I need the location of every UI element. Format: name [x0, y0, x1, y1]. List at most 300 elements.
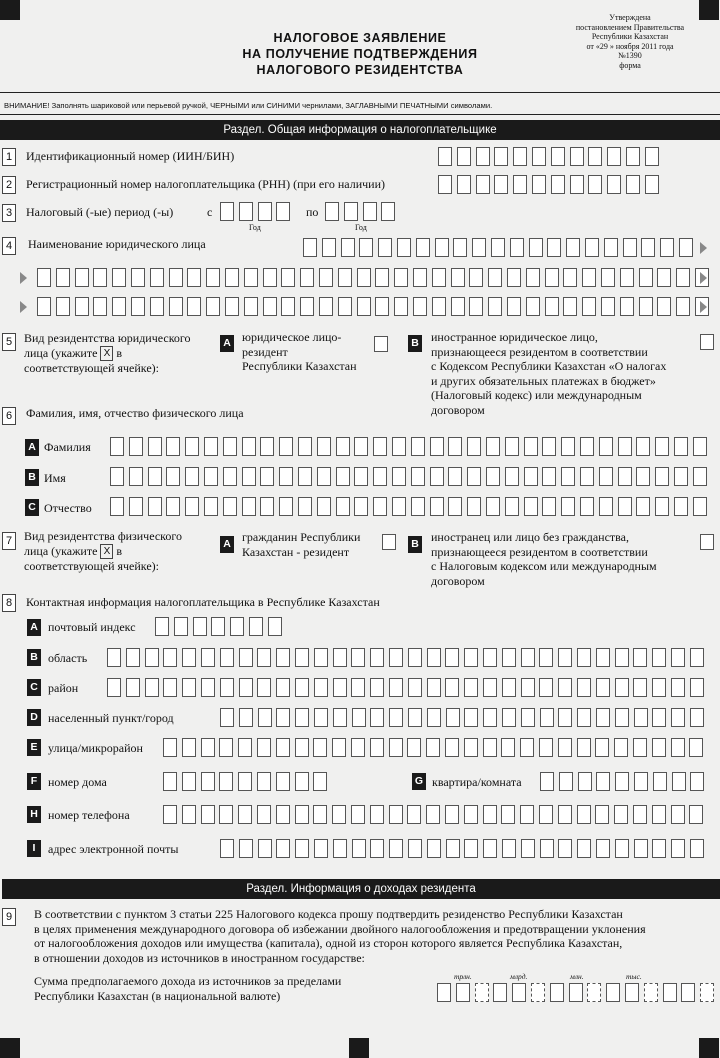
character-cell[interactable] [620, 268, 634, 287]
character-cell[interactable] [494, 175, 508, 194]
character-cell[interactable] [344, 202, 358, 221]
character-cell[interactable] [467, 437, 481, 456]
character-cell[interactable] [276, 805, 290, 824]
character-cell[interactable] [453, 238, 467, 257]
character-cell[interactable] [93, 268, 107, 287]
character-cell[interactable] [467, 467, 481, 486]
character-cell[interactable] [225, 297, 239, 316]
character-cell[interactable] [427, 708, 441, 727]
character-cell[interactable] [476, 147, 490, 166]
character-cell[interactable] [599, 437, 613, 456]
character-cell[interactable] [354, 437, 368, 456]
character-cell[interactable] [510, 238, 524, 257]
character-cell[interactable] [456, 983, 470, 1002]
character-cell[interactable] [676, 268, 690, 287]
character-cell[interactable] [93, 297, 107, 316]
character-cell[interactable] [408, 678, 422, 697]
character-cell[interactable] [464, 708, 478, 727]
character-cell[interactable] [558, 648, 572, 667]
character-cell[interactable] [427, 648, 441, 667]
character-cell[interactable] [416, 238, 430, 257]
character-cell[interactable] [634, 708, 648, 727]
character-cell[interactable] [660, 238, 674, 257]
character-cell[interactable] [491, 238, 505, 257]
character-cell[interactable] [483, 678, 497, 697]
character-cell[interactable] [445, 648, 459, 667]
character-cell[interactable] [220, 839, 234, 858]
character-cell[interactable] [645, 175, 659, 194]
character-cell[interactable] [681, 983, 695, 1002]
character-cell[interactable] [230, 617, 244, 636]
character-cell[interactable] [112, 268, 126, 287]
character-cell[interactable] [182, 772, 196, 791]
character-cell[interactable] [279, 467, 293, 486]
character-cell[interactable] [539, 678, 553, 697]
character-cell[interactable] [551, 175, 565, 194]
character-cell[interactable] [625, 983, 639, 1002]
rnn-input[interactable] [438, 175, 664, 195]
city-input[interactable] [220, 708, 709, 728]
character-cell[interactable] [352, 839, 366, 858]
character-cell[interactable] [37, 268, 51, 287]
character-cell[interactable] [633, 678, 647, 697]
character-cell[interactable] [145, 648, 159, 667]
character-cell[interactable] [206, 268, 220, 287]
character-cell[interactable] [332, 805, 346, 824]
character-cell[interactable] [166, 467, 180, 486]
character-cell[interactable] [446, 708, 460, 727]
character-cell[interactable] [244, 297, 258, 316]
character-cell[interactable] [526, 297, 540, 316]
character-cell[interactable] [169, 268, 183, 287]
character-cell[interactable] [542, 467, 556, 486]
character-cell[interactable] [563, 297, 577, 316]
character-cell[interactable] [131, 268, 145, 287]
character-cell[interactable] [427, 839, 441, 858]
character-cell[interactable] [513, 175, 527, 194]
house-number-input[interactable] [163, 772, 332, 792]
character-cell[interactable] [427, 678, 441, 697]
character-cell[interactable] [239, 678, 253, 697]
character-cell[interactable] [521, 839, 535, 858]
character-cell[interactable] [430, 497, 444, 516]
character-cell[interactable] [332, 738, 346, 757]
character-cell[interactable] [507, 297, 521, 316]
character-cell[interactable] [464, 648, 478, 667]
character-cell[interactable] [370, 805, 384, 824]
character-cell[interactable] [257, 738, 271, 757]
character-cell[interactable] [260, 467, 274, 486]
character-cell[interactable] [615, 772, 629, 791]
character-cell[interactable] [532, 147, 546, 166]
character-cell[interactable] [295, 738, 309, 757]
character-cell[interactable] [220, 678, 234, 697]
character-cell[interactable] [223, 437, 237, 456]
character-cell[interactable] [524, 437, 538, 456]
character-cell[interactable] [652, 678, 666, 697]
character-cell[interactable] [472, 238, 486, 257]
character-cell[interactable] [166, 437, 180, 456]
character-cell[interactable] [239, 648, 253, 667]
character-cell[interactable] [512, 983, 526, 1002]
character-cell[interactable] [314, 678, 328, 697]
character-cell[interactable] [615, 648, 629, 667]
character-cell[interactable] [281, 268, 295, 287]
character-cell[interactable] [689, 738, 703, 757]
character-cell[interactable] [407, 738, 421, 757]
character-cell[interactable] [148, 467, 162, 486]
character-cell[interactable] [559, 772, 573, 791]
character-cell[interactable] [389, 708, 403, 727]
character-cell[interactable] [37, 297, 51, 316]
character-cell[interactable] [322, 238, 336, 257]
character-cell[interactable] [319, 268, 333, 287]
character-cell[interactable] [336, 497, 350, 516]
character-cell[interactable] [375, 297, 389, 316]
character-cell[interactable] [363, 202, 377, 221]
character-cell[interactable] [300, 268, 314, 287]
character-cell[interactable] [618, 467, 632, 486]
character-cell[interactable] [540, 708, 554, 727]
character-cell[interactable] [595, 738, 609, 757]
character-cell[interactable] [693, 467, 707, 486]
character-cell[interactable] [313, 772, 327, 791]
character-cell[interactable] [204, 437, 218, 456]
character-cell[interactable] [239, 839, 253, 858]
character-cell[interactable] [295, 839, 309, 858]
character-cell[interactable] [542, 497, 556, 516]
character-cell[interactable] [110, 467, 124, 486]
character-cell[interactable] [690, 678, 704, 697]
character-cell[interactable] [448, 497, 462, 516]
character-cell[interactable] [469, 297, 483, 316]
character-cell[interactable] [483, 708, 497, 727]
surname-input[interactable] [110, 437, 712, 457]
character-cell[interactable] [359, 238, 373, 257]
character-cell[interactable] [618, 437, 632, 456]
character-cell[interactable] [542, 437, 556, 456]
character-cell[interactable] [300, 297, 314, 316]
character-cell[interactable] [601, 297, 615, 316]
character-cell[interactable] [652, 839, 666, 858]
character-cell[interactable] [201, 805, 215, 824]
character-cell[interactable] [381, 202, 395, 221]
character-cell[interactable] [187, 297, 201, 316]
character-cell[interactable] [582, 297, 596, 316]
character-cell[interactable] [276, 708, 290, 727]
character-cell[interactable] [488, 297, 502, 316]
character-cell[interactable] [223, 497, 237, 516]
character-cell[interactable] [408, 708, 422, 727]
character-cell[interactable] [276, 738, 290, 757]
character-cell[interactable] [370, 738, 384, 757]
character-cell[interactable] [201, 738, 215, 757]
character-cell[interactable] [671, 805, 685, 824]
character-cell[interactable] [107, 678, 121, 697]
character-cell[interactable] [469, 268, 483, 287]
character-cell[interactable] [338, 297, 352, 316]
character-cell[interactable] [700, 983, 714, 1002]
character-cell[interactable] [551, 147, 565, 166]
character-cell[interactable] [645, 147, 659, 166]
character-cell[interactable] [655, 467, 669, 486]
character-cell[interactable] [426, 738, 440, 757]
character-cell[interactable] [268, 617, 282, 636]
character-cell[interactable] [671, 708, 685, 727]
character-cell[interactable] [505, 497, 519, 516]
character-cell[interactable] [558, 738, 572, 757]
legal-entity-name-input-line3[interactable] [37, 297, 714, 317]
character-cell[interactable] [223, 467, 237, 486]
character-cell[interactable] [644, 983, 658, 1002]
character-cell[interactable] [338, 268, 352, 287]
character-cell[interactable] [392, 437, 406, 456]
character-cell[interactable] [486, 467, 500, 486]
character-cell[interactable] [615, 678, 629, 697]
character-cell[interactable] [110, 437, 124, 456]
character-cell[interactable] [314, 648, 328, 667]
character-cell[interactable] [182, 805, 196, 824]
character-cell[interactable] [636, 467, 650, 486]
character-cell[interactable] [258, 839, 272, 858]
character-cell[interactable] [437, 983, 451, 1002]
character-cell[interactable] [502, 708, 516, 727]
character-cell[interactable] [457, 147, 471, 166]
character-cell[interactable] [257, 772, 271, 791]
character-cell[interactable] [690, 772, 704, 791]
character-cell[interactable] [438, 175, 452, 194]
period-from-year-input[interactable] [220, 202, 295, 222]
character-cell[interactable] [206, 297, 220, 316]
character-cell[interactable] [75, 268, 89, 287]
legal-entity-name-input-line2[interactable] [37, 268, 714, 288]
character-cell[interactable] [445, 805, 459, 824]
character-cell[interactable] [394, 268, 408, 287]
apartment-input[interactable] [540, 772, 709, 792]
character-cell[interactable] [476, 175, 490, 194]
character-cell[interactable] [239, 708, 253, 727]
region-input[interactable] [107, 648, 709, 668]
character-cell[interactable] [242, 497, 256, 516]
character-cell[interactable] [185, 437, 199, 456]
character-cell[interactable] [599, 467, 613, 486]
character-cell[interactable] [558, 708, 572, 727]
character-cell[interactable] [185, 497, 199, 516]
character-cell[interactable] [351, 678, 365, 697]
character-cell[interactable] [238, 805, 252, 824]
character-cell[interactable] [150, 268, 164, 287]
character-cell[interactable] [357, 268, 371, 287]
character-cell[interactable] [219, 738, 233, 757]
character-cell[interactable] [505, 467, 519, 486]
character-cell[interactable] [352, 708, 366, 727]
character-cell[interactable] [577, 678, 591, 697]
character-cell[interactable] [298, 467, 312, 486]
character-cell[interactable] [225, 268, 239, 287]
character-cell[interactable] [220, 202, 234, 221]
character-cell[interactable] [430, 437, 444, 456]
character-cell[interactable] [56, 297, 70, 316]
character-cell[interactable] [501, 805, 515, 824]
character-cell[interactable] [389, 678, 403, 697]
character-cell[interactable] [671, 738, 685, 757]
character-cell[interactable] [596, 648, 610, 667]
character-cell[interactable] [626, 147, 640, 166]
character-cell[interactable] [313, 738, 327, 757]
legal-resident-kz-checkbox[interactable] [374, 336, 388, 352]
character-cell[interactable] [129, 437, 143, 456]
character-cell[interactable] [389, 648, 403, 667]
character-cell[interactable] [260, 497, 274, 516]
character-cell[interactable] [615, 839, 629, 858]
character-cell[interactable] [378, 238, 392, 257]
character-cell[interactable] [411, 497, 425, 516]
character-cell[interactable] [596, 678, 610, 697]
character-cell[interactable] [129, 467, 143, 486]
character-cell[interactable] [623, 238, 637, 257]
character-cell[interactable] [671, 648, 685, 667]
character-cell[interactable] [570, 175, 584, 194]
legal-entity-name-input[interactable] [303, 238, 698, 258]
character-cell[interactable] [601, 268, 615, 287]
character-cell[interactable] [626, 175, 640, 194]
character-cell[interactable] [483, 648, 497, 667]
character-cell[interactable] [690, 648, 704, 667]
character-cell[interactable] [295, 648, 309, 667]
email-input[interactable] [220, 839, 709, 859]
character-cell[interactable] [521, 648, 535, 667]
character-cell[interactable] [464, 678, 478, 697]
phone-number-input[interactable] [163, 805, 708, 825]
character-cell[interactable] [531, 983, 545, 1002]
character-cell[interactable] [633, 648, 647, 667]
character-cell[interactable] [606, 983, 620, 1002]
character-cell[interactable] [129, 497, 143, 516]
character-cell[interactable] [483, 738, 497, 757]
character-cell[interactable] [451, 297, 465, 316]
character-cell[interactable] [672, 772, 686, 791]
character-cell[interactable] [483, 805, 497, 824]
character-cell[interactable] [539, 648, 553, 667]
character-cell[interactable] [351, 648, 365, 667]
character-cell[interactable] [520, 738, 534, 757]
character-cell[interactable] [663, 983, 677, 1002]
character-cell[interactable] [373, 497, 387, 516]
character-cell[interactable] [187, 268, 201, 287]
character-cell[interactable] [596, 772, 610, 791]
character-cell[interactable] [257, 805, 271, 824]
district-input[interactable] [107, 678, 709, 698]
character-cell[interactable] [505, 437, 519, 456]
character-cell[interactable] [578, 772, 592, 791]
character-cell[interactable] [588, 147, 602, 166]
character-cell[interactable] [577, 708, 591, 727]
character-cell[interactable] [75, 297, 89, 316]
character-cell[interactable] [561, 467, 575, 486]
character-cell[interactable] [279, 497, 293, 516]
character-cell[interactable] [281, 297, 295, 316]
character-cell[interactable] [547, 238, 561, 257]
character-cell[interactable] [336, 467, 350, 486]
character-cell[interactable] [521, 678, 535, 697]
character-cell[interactable] [375, 268, 389, 287]
character-cell[interactable] [373, 437, 387, 456]
character-cell[interactable] [520, 805, 534, 824]
character-cell[interactable] [408, 839, 422, 858]
character-cell[interactable] [467, 497, 481, 516]
character-cell[interactable] [539, 738, 553, 757]
character-cell[interactable] [524, 497, 538, 516]
patronymic-input[interactable] [110, 497, 712, 517]
character-cell[interactable] [411, 467, 425, 486]
character-cell[interactable] [201, 678, 215, 697]
character-cell[interactable] [185, 467, 199, 486]
character-cell[interactable] [333, 648, 347, 667]
character-cell[interactable] [435, 238, 449, 257]
character-cell[interactable] [333, 678, 347, 697]
character-cell[interactable] [550, 983, 564, 1002]
character-cell[interactable] [131, 297, 145, 316]
character-cell[interactable] [260, 437, 274, 456]
character-cell[interactable] [671, 678, 685, 697]
character-cell[interactable] [244, 268, 258, 287]
character-cell[interactable] [507, 268, 521, 287]
character-cell[interactable] [674, 467, 688, 486]
character-cell[interactable] [126, 648, 140, 667]
character-cell[interactable] [501, 738, 515, 757]
character-cell[interactable] [438, 147, 452, 166]
character-cell[interactable] [211, 617, 225, 636]
character-cell[interactable] [411, 437, 425, 456]
character-cell[interactable] [566, 238, 580, 257]
character-cell[interactable] [204, 467, 218, 486]
character-cell[interactable] [370, 708, 384, 727]
character-cell[interactable] [445, 678, 459, 697]
character-cell[interactable] [163, 738, 177, 757]
character-cell[interactable] [394, 297, 408, 316]
character-cell[interactable] [370, 648, 384, 667]
character-cell[interactable] [483, 839, 497, 858]
character-cell[interactable] [618, 497, 632, 516]
character-cell[interactable] [596, 839, 610, 858]
character-cell[interactable] [633, 738, 647, 757]
character-cell[interactable] [426, 805, 440, 824]
character-cell[interactable] [249, 617, 263, 636]
character-cell[interactable] [693, 497, 707, 516]
character-cell[interactable] [653, 772, 667, 791]
character-cell[interactable] [558, 805, 572, 824]
character-cell[interactable] [107, 648, 121, 667]
character-cell[interactable] [163, 648, 177, 667]
character-cell[interactable] [641, 238, 655, 257]
character-cell[interactable] [652, 648, 666, 667]
character-cell[interactable] [636, 437, 650, 456]
street-input[interactable] [163, 738, 708, 758]
character-cell[interactable] [521, 708, 535, 727]
character-cell[interactable] [674, 437, 688, 456]
first-name-input[interactable] [110, 467, 712, 487]
character-cell[interactable] [676, 297, 690, 316]
character-cell[interactable] [220, 648, 234, 667]
character-cell[interactable] [614, 805, 628, 824]
character-cell[interactable] [488, 268, 502, 287]
character-cell[interactable] [182, 678, 196, 697]
character-cell[interactable] [257, 648, 271, 667]
character-cell[interactable] [561, 437, 575, 456]
character-cell[interactable] [373, 467, 387, 486]
character-cell[interactable] [545, 297, 559, 316]
character-cell[interactable] [545, 268, 559, 287]
